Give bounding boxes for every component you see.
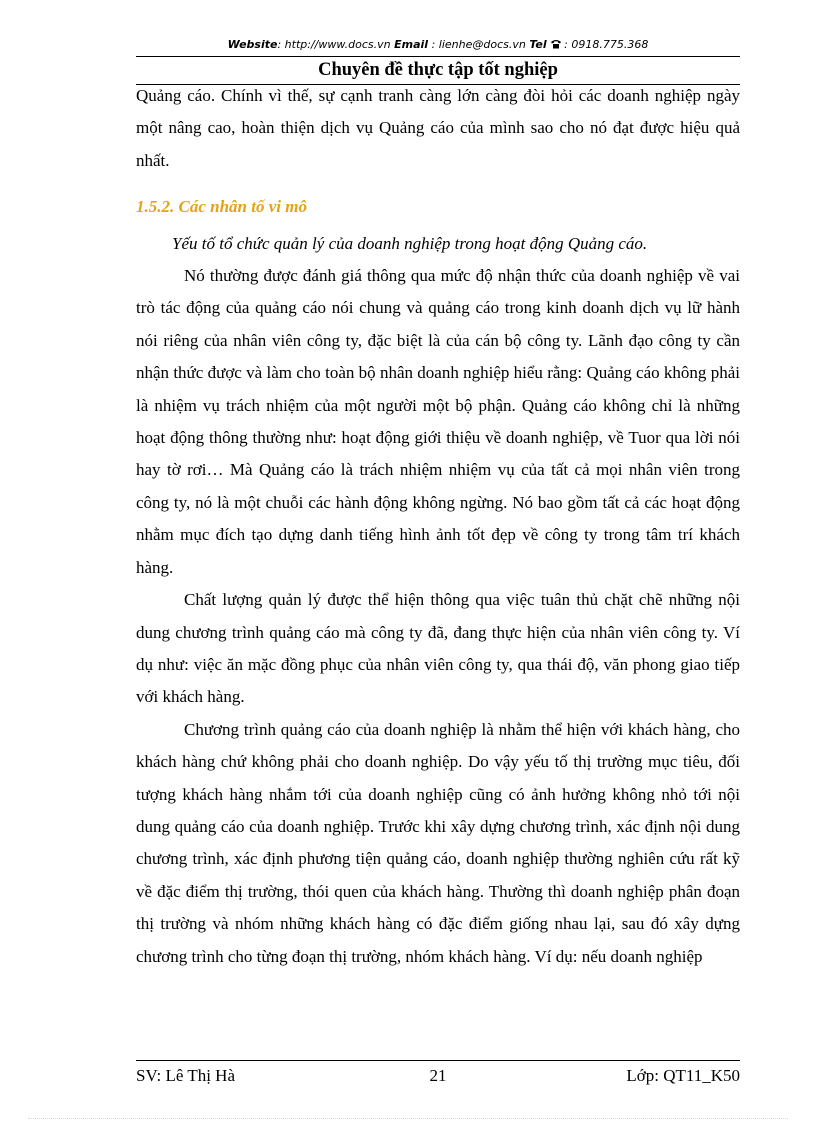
footer-student: SV: Lê Thị Hà [136,1066,235,1085]
section-lead: Yếu tố tổ chức quản lý của doanh nghiệp trong hoạt động Quảng cáo. [172,233,648,253]
tel-value: : 0918.775.368 [564,38,649,51]
body-content [136,80,740,973]
footer-class: Lớp: QT11_K50 [626,1066,740,1085]
email-value: : lienhe@docs.vn [431,38,526,51]
paragraph: Chương trình quảng cáo của doanh nghiệp là nhằm thể hiện với khách hàng, cho khách hàng chứ không phải cho doanh nghiệp. Do vậy yếu tố thị trường mục tiêu, đối tượng khách hàng nhắm tới của doanh nghiệp cũng có ảnh hưởng không nhỏ tới nội dung quảng cáo của doanh nghiệp. Trước khi xây dựng chương trình, xác định nội dung chương trình, xác định phương tiện quảng cáo, doanh nghiệp thường nghiên cứu rất kỹ về đặc điểm thị trường, thói quen của khách hàng. Thường thì doanh nghiệp phân đoạn thị trường và nhóm những khách hàng có đặc điểm giống nhau lại, sau đó xây dựng chương trình cho từng đoạn thị trường, nhóm khách hàng. Ví dụ: nếu doanh nghiệp [136,719,740,966]
section-heading: 1.5.2. Các nhân tố vi mô [136,197,307,217]
page-edge [28,1118,788,1119]
site-header [136,37,740,53]
website-value: : http://www.docs.vn [277,38,391,51]
website-label: Website [227,38,278,51]
page-footer [136,1064,740,1088]
footer-rule [136,1060,740,1061]
page-title: Chuyên đề thực tập tốt nghiệp [318,60,558,80]
telephone-icon [550,38,562,48]
tel-label: Tel [529,38,547,51]
paragraph: Chất lượng quản lý được thể hiện thông qua việc tuân thủ chặt chẽ những nội dung chương trình quảng cáo mà công ty đã, đang thực hiện của nhân viên công ty. Ví dụ như: việc ăn mặc đồng phục của nhân viên công ty, qua thái độ, văn phong giao tiếp với khách hàng. [136,590,740,707]
footer-page-number: 21 [429,1066,447,1085]
paragraph: Nó thường được đánh giá thông qua mức độ nhận thức của doanh nghiệp về vai trò tác động của quảng cáo nói chung và quảng cáo trong kinh doanh dịch vụ lữ hành nói riêng của nhân viên công ty, đặc biệt là của cán bộ công ty. Lãnh đạo công ty cần nhận thức được và làm cho toàn bộ nhân doanh nghiệp hiểu rằng: Quảng cáo không phải là nhiệm vụ trách nhiệm của một người một bộ phận. Quảng cáo không chỉ là những hoạt động thông thường như: hoạt động giới thiệu về doanh nghiệp, về Tuor qua lời nói hay tờ rơi… Mà Quảng cáo là trách nhiệm nhiệm vụ của tất cả mọi nhân viên trong công ty, nó là một chuỗi các hành động không ngừng. Nó bao gồm tất cả các hoạt động nhằm mục đích tạo dựng danh tiếng hình ảnh tốt đẹp về công ty trong tâm trí khách hàng. [136,266,740,577]
email-label: Email [394,38,429,51]
paragraph-continuation: Quảng cáo. Chính vì thế, sự cạnh tranh càng lớn càng đòi hỏi các doanh nghiệp ngày một nâng cao, hoàn thiện dịch vụ Quảng cáo của mình sao cho nó đạt được hiệu quả nhất. [136,86,740,170]
header-rule [136,56,740,57]
